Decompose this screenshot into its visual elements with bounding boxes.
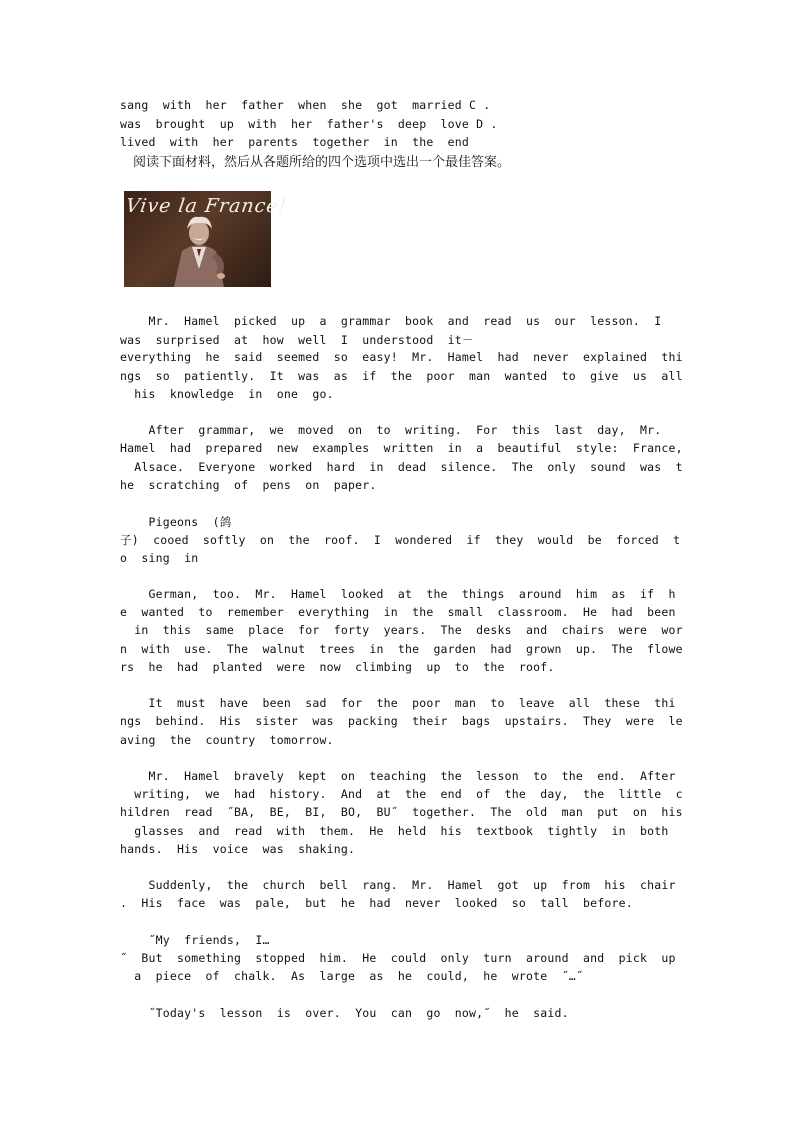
passage-line: hildren read ˝BA, BE, BI, BO, BU˝ together. The old man put on his (120, 805, 683, 820)
passage-line: ˝ But something stopped him. He could only turn around and pick up (120, 951, 676, 965)
passage-line: 子) cooed softly on the roof. I wondered if they would be forced t (120, 533, 681, 548)
passage-line: German, too. Mr. Hamel looked at the things around him as if h (120, 587, 676, 601)
vive-la-france-script: Vive la France! (124, 195, 289, 217)
passage-line: was surprised at how well I understood it－ (120, 333, 474, 348)
passage-line: hands. His voice was shaking. (120, 841, 356, 856)
passage-line: a piece of chalk. As large as he could, he wrote ˝…˝ (120, 969, 584, 984)
passage-line: ˝My friends, I… (120, 932, 270, 947)
passage-line: ˝Today's lesson is over. You can go now,˝ he said. (120, 1005, 569, 1020)
passage-line: ngs behind. His sister was packing their bags upstairs. They were le (120, 714, 683, 729)
passage-line: his knowledge in one go. (120, 386, 334, 401)
passage-line: Mr. Hamel picked up a grammar book and read us our lesson. I (120, 314, 662, 328)
passage-line: in this same place for forty years. The desks and chairs were wor (120, 623, 683, 638)
mr-hamel-illustration (124, 191, 289, 287)
passage-line: aving the country tomorrow. (120, 732, 334, 747)
passage-line: Suddenly, the church bell rang. Mr. Hamel got up from his chair (120, 878, 676, 893)
option-line: lived with her parents together in the end (120, 135, 470, 149)
passage-line: o sing in (120, 550, 199, 565)
option-line: was brought up with her father's deep love D . (120, 117, 498, 131)
reading-instruction: 阅读下面材料，然后从各题所给的四个选项中选出一个最佳答案。 (133, 155, 511, 170)
passage-line: . His face was pale, but he had never looked so tall before. (120, 896, 633, 911)
passage-line: Mr. Hamel bravely kept on teaching the lesson to the end. After (120, 769, 676, 783)
passage-line: Pigeons (鸽 (120, 515, 232, 530)
option-line: sang with her father when she got married C . (120, 98, 491, 112)
passage-line: everything he said seemed so easy! Mr. Hamel had never explained thi (120, 350, 683, 365)
passage-line: e wanted to remember everything in the small classroom. He had been (120, 605, 676, 620)
passage-line: glasses and read with them. He held his textbook tightly in both (120, 823, 669, 838)
passage-line: ngs so patiently. It was as if the poor man wanted to give us all (120, 368, 683, 383)
passage-line: Alsace. Everyone worked hard in dead silence. The only sound was t (120, 459, 683, 474)
passage-line: he scratching of pens on paper. (120, 477, 377, 492)
passage-line: rs he had planted were now climbing up to the roof. (120, 659, 555, 674)
passage-line: Hamel had prepared new examples written in a beautiful style: France, (120, 441, 683, 456)
passage-line: After grammar, we moved on to writing. For this last day, Mr. (120, 423, 662, 438)
passage-line: n with use. The walnut trees in the garden had grown up. The flowe (120, 641, 683, 656)
passage-line: It must have been sad for the poor man to leave all these thi (120, 696, 676, 711)
passage-line: writing, we had history. And at the end of the day, the little c (120, 787, 683, 802)
